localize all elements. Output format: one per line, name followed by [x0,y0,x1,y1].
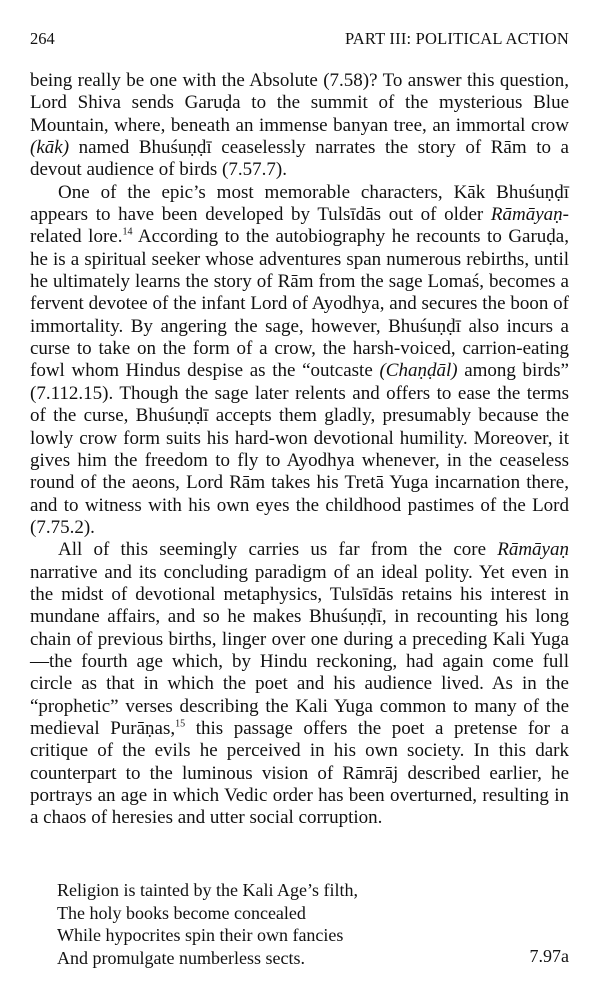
page-header [30,28,569,50]
verse-block [57,879,358,969]
text-run: narrative and its concluding paradigm of an ideal polity. Yet even in the midst of devotional metaphysics, Tulsīdās retains his interest in mundane affairs, and so he makes Bhuśuṇḍī, in recounting his long chain of previous births, linger over one during a preceding Kali Yuga—the fourth age which, by Hindu reckoning, had again come full circle as that in which the poet and his audience lived. As in the “prophetic” verses describing the Kali Yuga common to many of the medieval Purāṇas, [30,561,569,739]
verse-line: The holy books become concealed [57,902,306,923]
text-run: being really be one with the Absolute (7.58)? To answer this question, Lord Shiva sends Garuḍa to the summit of the mysterious Blue Mountain, where, beneath an immense banyan tree, an immortal crow [30,70,569,136]
text-run: named Bhuśuṇḍī ceaselessly narrates the story of Rām to a devout audience of birds (7.57.7). [30,137,569,181]
page-number: 264 [30,29,55,48]
verse-line: While hypocrites spin their own fancies [57,925,344,945]
paragraph [30,539,569,829]
verse-line: Religion is tainted by the Kali Age’s filth, [57,880,358,900]
italic-term: (kāk) [30,137,70,159]
body-text [30,70,569,830]
footnote-marker: 14 [122,227,133,239]
verse-reference: 7.97a [529,946,569,966]
running-head: PART III: POLITICAL ACTION [344,29,569,48]
italic-term: Rāmāyaṇ [490,204,563,226]
paragraph [30,182,569,540]
text-run: One of the epic’s most memorable characters, Kāk Bhuśuṇḍī appears to have been developed by Tulsīdās out of older [30,181,569,226]
verse-line: And promulgate numberless sects. [57,947,305,968]
text-run: among birds” (7.112.15). Though the sage later relents and offers to ease the terms of the curse, Bhuśuṇḍī accepts them gladly, presumably because the lowly crow form suits his hard-won devotional humility. Moreover, it gives him the freedom to fly to Ayodhya whenever, in the ceaseless round of the aeons, Lord Rām takes his Tretā Yuga incarnation there, and to witness with his own eyes the childhood pastimes of the Lord (7.75.2). [30,360,569,538]
text-run: -related lore. [30,204,569,248]
text-run: this passage offers the poet a pretense for a critique of the evils he perceived in his own society. In this dark counterpart to the luminous vision of Rāmrāj described earlier, he portrays an age in which Vedic order has been overturned, resulting in a chaos of heresies and utter social corruption. [30,717,570,829]
text-run: According to the autobiography he recounts to Garuḍa, he is a spiritual seeker whose adventures span numerous rebirths, until he ultimately learns the story of Rām from the sage Lomaś, becomes a fervent devotee of the infant Lord of Ayodhya, and secures the boon of immortality. By angering the sage, however, Bhuśuṇḍī also incurs a curse to take on the form of a crow, the harsh-voiced, carrion-eating fowl whom Hindus despise as the “outcaste [30,226,569,382]
text-run: All of this seemingly carries us far from the core [58,539,498,561]
italic-term: (Chaṇḍāl) [379,360,458,382]
italic-term: Rāmāyaṇ [497,539,569,561]
footnote-marker: 15 [175,718,186,730]
paragraph [30,70,569,182]
